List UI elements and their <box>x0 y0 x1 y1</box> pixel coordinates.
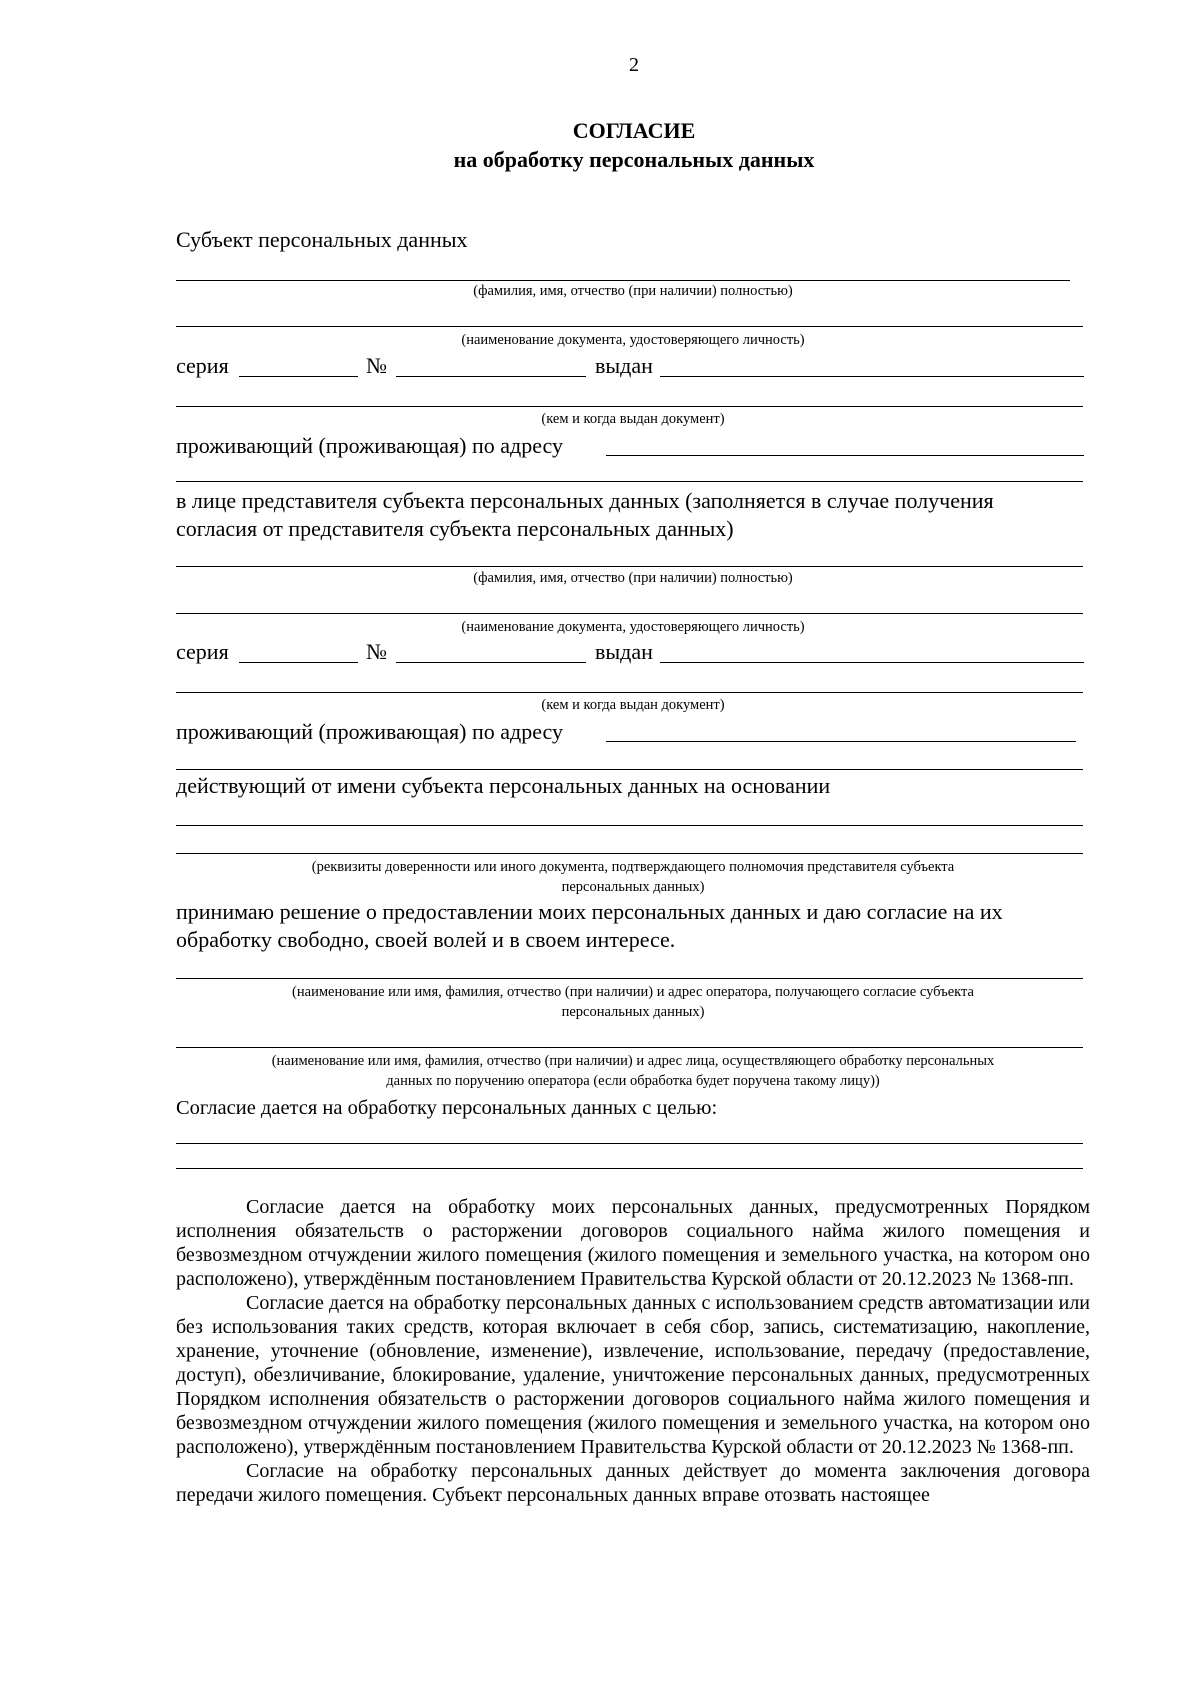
consent-paragraph-3: Согласие на обработку персональных данных действует до момента заключения договора передачи жилого помещения. Субъект персональных данных вправе отозвать настоящее <box>176 1460 1090 1506</box>
representative-basis-hint-line-1: (реквизиты доверенности или иного документа, подтверждающего полномочия представителя субъекта <box>311 859 955 875</box>
representative-issued-hint: (кем и когда выдан документ) <box>541 697 725 713</box>
consent-body <box>176 1195 1090 1507</box>
subject-address-label: проживающий (проживающая) по адресу <box>176 433 563 458</box>
representative-address-line[interactable] <box>606 741 1076 742</box>
representative-address-line-2[interactable] <box>176 769 1083 770</box>
subject-number-line[interactable] <box>396 376 586 377</box>
purpose-label: Согласие дается на обработку персональных данных с целью: <box>176 1097 718 1119</box>
representative-intro-line-2: согласия от представителя субъекта персональных данных) <box>176 516 734 541</box>
purpose-line-2[interactable] <box>176 1168 1083 1169</box>
representative-issued-line[interactable] <box>660 662 1084 663</box>
representative-fio-line[interactable] <box>176 566 1083 567</box>
representative-issued-label: выдан <box>595 639 653 664</box>
decision-line-2: обработку свободно, своей волей и в своем интересе. <box>176 927 676 952</box>
representative-basis-line-1[interactable] <box>176 825 1083 826</box>
representative-doc-line[interactable] <box>176 613 1083 614</box>
processor-hint-line-1: (наименование или имя, фамилия, отчество (при наличии) и адрес лица, осуществляющего обработку персональных <box>271 1053 995 1069</box>
representative-fio-hint: (фамилия, имя, отчество (при наличии) полностью) <box>473 570 793 586</box>
subject-issued-hint: (кем и когда выдан документ) <box>541 411 725 427</box>
representative-series-line[interactable] <box>239 662 358 663</box>
representative-basis-label: действующий от имени субъекта персональных данных на основании <box>176 773 831 798</box>
processor-hint <box>176 1051 1090 1091</box>
operator-line[interactable] <box>176 978 1083 979</box>
operator-hint <box>176 982 1090 1022</box>
representative-number-line[interactable] <box>396 662 586 663</box>
operator-hint-line-2: персональных данных) <box>561 1004 705 1020</box>
representative-number-label: № <box>366 639 387 664</box>
representative-basis-line-2[interactable] <box>176 853 1083 854</box>
subject-address-line[interactable] <box>606 455 1084 456</box>
subject-issued-label: выдан <box>595 353 653 378</box>
consent-paragraph-1: Согласие дается на обработку моих персональных данных, предусмотренных Порядком исполнения обязательств о расторжении договоров социального найма жилого помещения и безвозмездном отчуждении жилого помещения (жилого помещения и земельного участка, на котором оно расположено), утверждённым постановлением Правительства Курской области от 20.12.2023 № 1368-пп. <box>176 1196 1090 1290</box>
subject-issued-line-2[interactable] <box>176 406 1083 407</box>
representative-basis-hint <box>176 857 1090 897</box>
consent-paragraph-2: Согласие дается на обработку персональных данных с использованием средств автоматизации или без использования таких средств, которая включает в себя сбор, запись, систематизацию, накопление, хранение, уточнение (обновление, изменение), извлечение, использование, передачу (предоставление, доступ), обезличивание, блокирование, удаление, уничтожение персональных данных, предусмотренных Порядком исполнения обязательств о расторжении договоров социального найма жилого помещения и безвозмездном отчуждении жилого помещения (жилого помещения и земельного участка, на котором оно расположено), утверждённым постановлением Правительства Курской области от 20.12.2023 № 1368-пп. <box>176 1292 1090 1458</box>
subject-series-label: серия <box>176 353 229 378</box>
page-number: 2 <box>629 54 639 76</box>
subject-doc-hint: (наименование документа, удостоверяющего личность) <box>461 332 805 348</box>
representative-series-label: серия <box>176 639 229 664</box>
representative-basis-hint-line-2: персональных данных) <box>561 879 705 895</box>
document-title: СОГЛАСИЕ <box>572 118 696 143</box>
subject-address-line-2[interactable] <box>176 481 1083 482</box>
representative-doc-hint: (наименование документа, удостоверяющего личность) <box>461 619 805 635</box>
processor-hint-line-2: данных по поручению оператора (если обработка будет поручена такому лицу)) <box>386 1073 880 1089</box>
representative-issued-line-2[interactable] <box>176 692 1083 693</box>
decision-line-1: принимаю решение о предоставлении моих персональных данных и даю согласие на их <box>176 899 1003 924</box>
subject-fio-hint: (фамилия, имя, отчество (при наличии) полностью) <box>473 283 793 299</box>
subject-doc-line[interactable] <box>176 326 1083 327</box>
processor-line[interactable] <box>176 1047 1083 1048</box>
subject-issued-line[interactable] <box>660 376 1084 377</box>
subject-number-label: № <box>366 353 387 378</box>
subject-series-line[interactable] <box>239 376 358 377</box>
document-subtitle: на обработку персональных данных <box>453 147 815 172</box>
purpose-line-1[interactable] <box>176 1143 1083 1144</box>
representative-intro-line-1: в лице представителя субъекта персональных данных (заполняется в случае получения <box>176 488 994 513</box>
operator-hint-line-1: (наименование или имя, фамилия, отчество (при наличии) и адрес оператора, получающего согласие субъекта <box>292 984 974 1000</box>
representative-address-label: проживающий (проживающая) по адресу <box>176 719 563 744</box>
subject-label: Субъект персональных данных <box>176 227 468 252</box>
